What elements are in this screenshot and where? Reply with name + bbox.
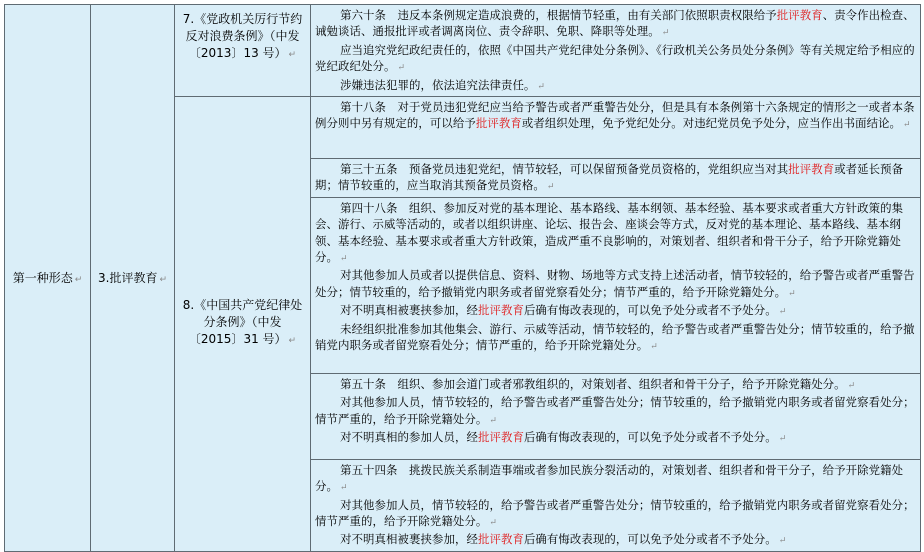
article-cell (311, 373, 921, 459)
highlighted-term: 批评教育 (475, 116, 522, 131)
article-cell (311, 197, 921, 373)
measure-label: 3.批评教育 (98, 271, 158, 286)
paragraph-mark-icon: ↵ (489, 415, 498, 426)
article-cell (311, 459, 921, 551)
paragraph-mark-icon: ↵ (489, 518, 498, 529)
article-paragraph (315, 321, 916, 356)
form-label: 第一种形态 (12, 271, 73, 286)
paragraph-mark-icon: ↵ (788, 288, 796, 299)
regulation-title: 7.《党政机关厉行节约反对浪费条例》（中发〔2013〕13 号） (182, 12, 303, 60)
paragraph-mark-icon: ↵ (847, 380, 856, 391)
article-cell (311, 97, 921, 159)
article-paragraph (315, 531, 916, 549)
article-paragraph (315, 376, 916, 394)
form-label-cell: 第一种形态 ↵ (5, 5, 91, 552)
article-text: 对其他参加人员，情节较轻的，给予警告或者严重警告处分；情节较重的，给予撤销党内职务或者留党察看处分；情节严重的，给予开除党籍处分。 (315, 497, 915, 529)
regulation-title-cell: 7.《党政机关厉行节约反对浪费条例》（中发〔2013〕13 号） ↵ (175, 5, 311, 97)
article-text: 第十八条 对于党员违犯党纪应当给予警告或者严重警告处分，但是具有本条例第十六条规定的情形之一或者本条例分则中另有规定的，可以给予 (315, 100, 915, 131)
article-text: 未经组织批准参加其他集会、游行、示威等活动，情节较轻的，给予警告或者严重警告处分；情节较重的，给予撤销党内职务或者留党察看处分；情节严重的，给予开除党籍处分。 (315, 321, 915, 353)
highlighted-term: 批评教育 (776, 8, 823, 22)
article-text: 后确有悔改表现的，可以免予处分或者不予处分。 (523, 430, 777, 445)
paragraph-mark-icon: ↵ (650, 342, 658, 353)
regulation-table (4, 4, 921, 552)
article-text: 第五十条 组织、参加会道门或者邪教组织的，对策划者、组织者和骨干分子，给予开除党籍处分。 (340, 376, 846, 391)
paragraph-mark-icon: ↵ (397, 63, 406, 74)
article-text: 第五十四条 挑拨民族关系制造事端或者参加民族分裂活动的，对策划者、组织者和骨干分子，给予开除党籍处分。 (315, 462, 904, 494)
paragraph-mark-icon: ↵ (903, 120, 911, 131)
paragraph-mark-icon: ↵ (546, 182, 555, 193)
article-text: 第四十八条 组织、参加反对党的基本理论、基本路线、基本纲领、基本经验、基本要求或者重大方针政策的集会、游行、示威等活动的，或者以组织讲座、论坛、报告会、座谈会等方式，反对党的基本理论、基本路线、基本纲领、基本经验、基本要求或者重大方针政策，造成严重不良影响的，对策划者、组织者和骨干分子，给予开除党籍处分。 (315, 200, 904, 265)
article-paragraph (315, 462, 916, 497)
article-paragraph (315, 42, 916, 77)
highlighted-term: 批评教育 (788, 162, 835, 177)
article-cell (311, 5, 921, 97)
article-paragraph (315, 99, 916, 134)
paragraph-mark-icon: ↵ (778, 307, 787, 318)
paragraph-mark-icon: ↵ (778, 536, 787, 547)
article-cell (311, 159, 921, 198)
article-paragraph (315, 200, 916, 268)
measure-label-cell: 3.批评教育 ↵ (91, 5, 175, 552)
regulation-title-cell: 8.《中国共产党纪律处分条例》（中发〔2015〕31 号） ↵ (175, 97, 311, 552)
article-text: 对不明真相的参加人员，经 (340, 430, 478, 445)
highlighted-term: 批评教育 (477, 430, 524, 445)
paragraph-mark-icon: ↵ (339, 483, 348, 494)
article-text: 对不明真相被裹挟参加，经 (340, 532, 478, 547)
highlighted-term: 批评教育 (477, 532, 524, 547)
article-paragraph (315, 161, 916, 196)
paragraph-mark-icon: ↵ (537, 81, 546, 92)
article-paragraph (315, 497, 916, 532)
article-text: 、责令作出检查、诫勉谈话、通报批评或者调离岗位、责令辞职、免职、降职等处理。 (315, 8, 915, 39)
article-paragraph (315, 267, 916, 302)
paragraph-mark-icon: ↵ (778, 434, 787, 445)
article-paragraph (315, 77, 916, 95)
document-page (4, 4, 920, 547)
article-paragraph (315, 7, 916, 42)
article-text: 涉嫌违法犯罪的，依法追究法律责任。 (340, 77, 536, 92)
article-text: 对其他参加人员或者以提供信息、资料、财物、场地等方式支持上述活动者，情节较轻的，给予警告或者严重警告处分；情节较重的，给予撤销党内职务或者留党察看处分；情节严重的，给予开除党籍处分。 (315, 268, 915, 299)
article-text: 第三十五条 预备党员违犯党纪，情节较轻，可以保留预备党员资格的，党组织应当对其 (340, 162, 789, 177)
article-text: 或者组织处理，免予党纪处分。对违纪党员免予处分，应当作出书面结论。 (521, 116, 902, 131)
regulation-title: 8.《中国共产党纪律处分条例》（中发〔2015〕31 号） (182, 298, 303, 347)
article-text: 对其他参加人员，情节较轻的，给予警告或者严重警告处分；情节较重的，给予撤销党内职务或者留党察看处分；情节严重的，给予开除党籍处分。 (315, 395, 915, 426)
article-text: 或者延长预备期；情节较重的，应当取消其预备党员资格。 (315, 162, 904, 193)
paragraph-mark-icon: ↵ (339, 254, 348, 265)
article-text: 后确有悔改表现的，可以免予处分或者不予处分。 (523, 532, 777, 547)
article-text: 后确有悔改表现的，可以免予处分或者不予处分。 (523, 303, 777, 318)
article-paragraph (315, 429, 916, 447)
article-text: 对不明真相被裹挟参加，经 (340, 303, 478, 318)
article-text: 应当追究党纪政纪责任的，依照《中国共产党纪律处分条例》、《行政机关公务员处分条例》等有关规定给予相应的党纪政纪处分。 (315, 42, 915, 74)
paragraph-mark-icon: ↵ (661, 28, 670, 39)
article-paragraph (315, 302, 916, 320)
article-paragraph (315, 394, 916, 429)
highlighted-term: 批评教育 (477, 303, 524, 318)
article-text: 第六十条 违反本条例规定造成浪费的，根据情节轻重，由有关部门依照职责权限给予 (340, 8, 777, 22)
